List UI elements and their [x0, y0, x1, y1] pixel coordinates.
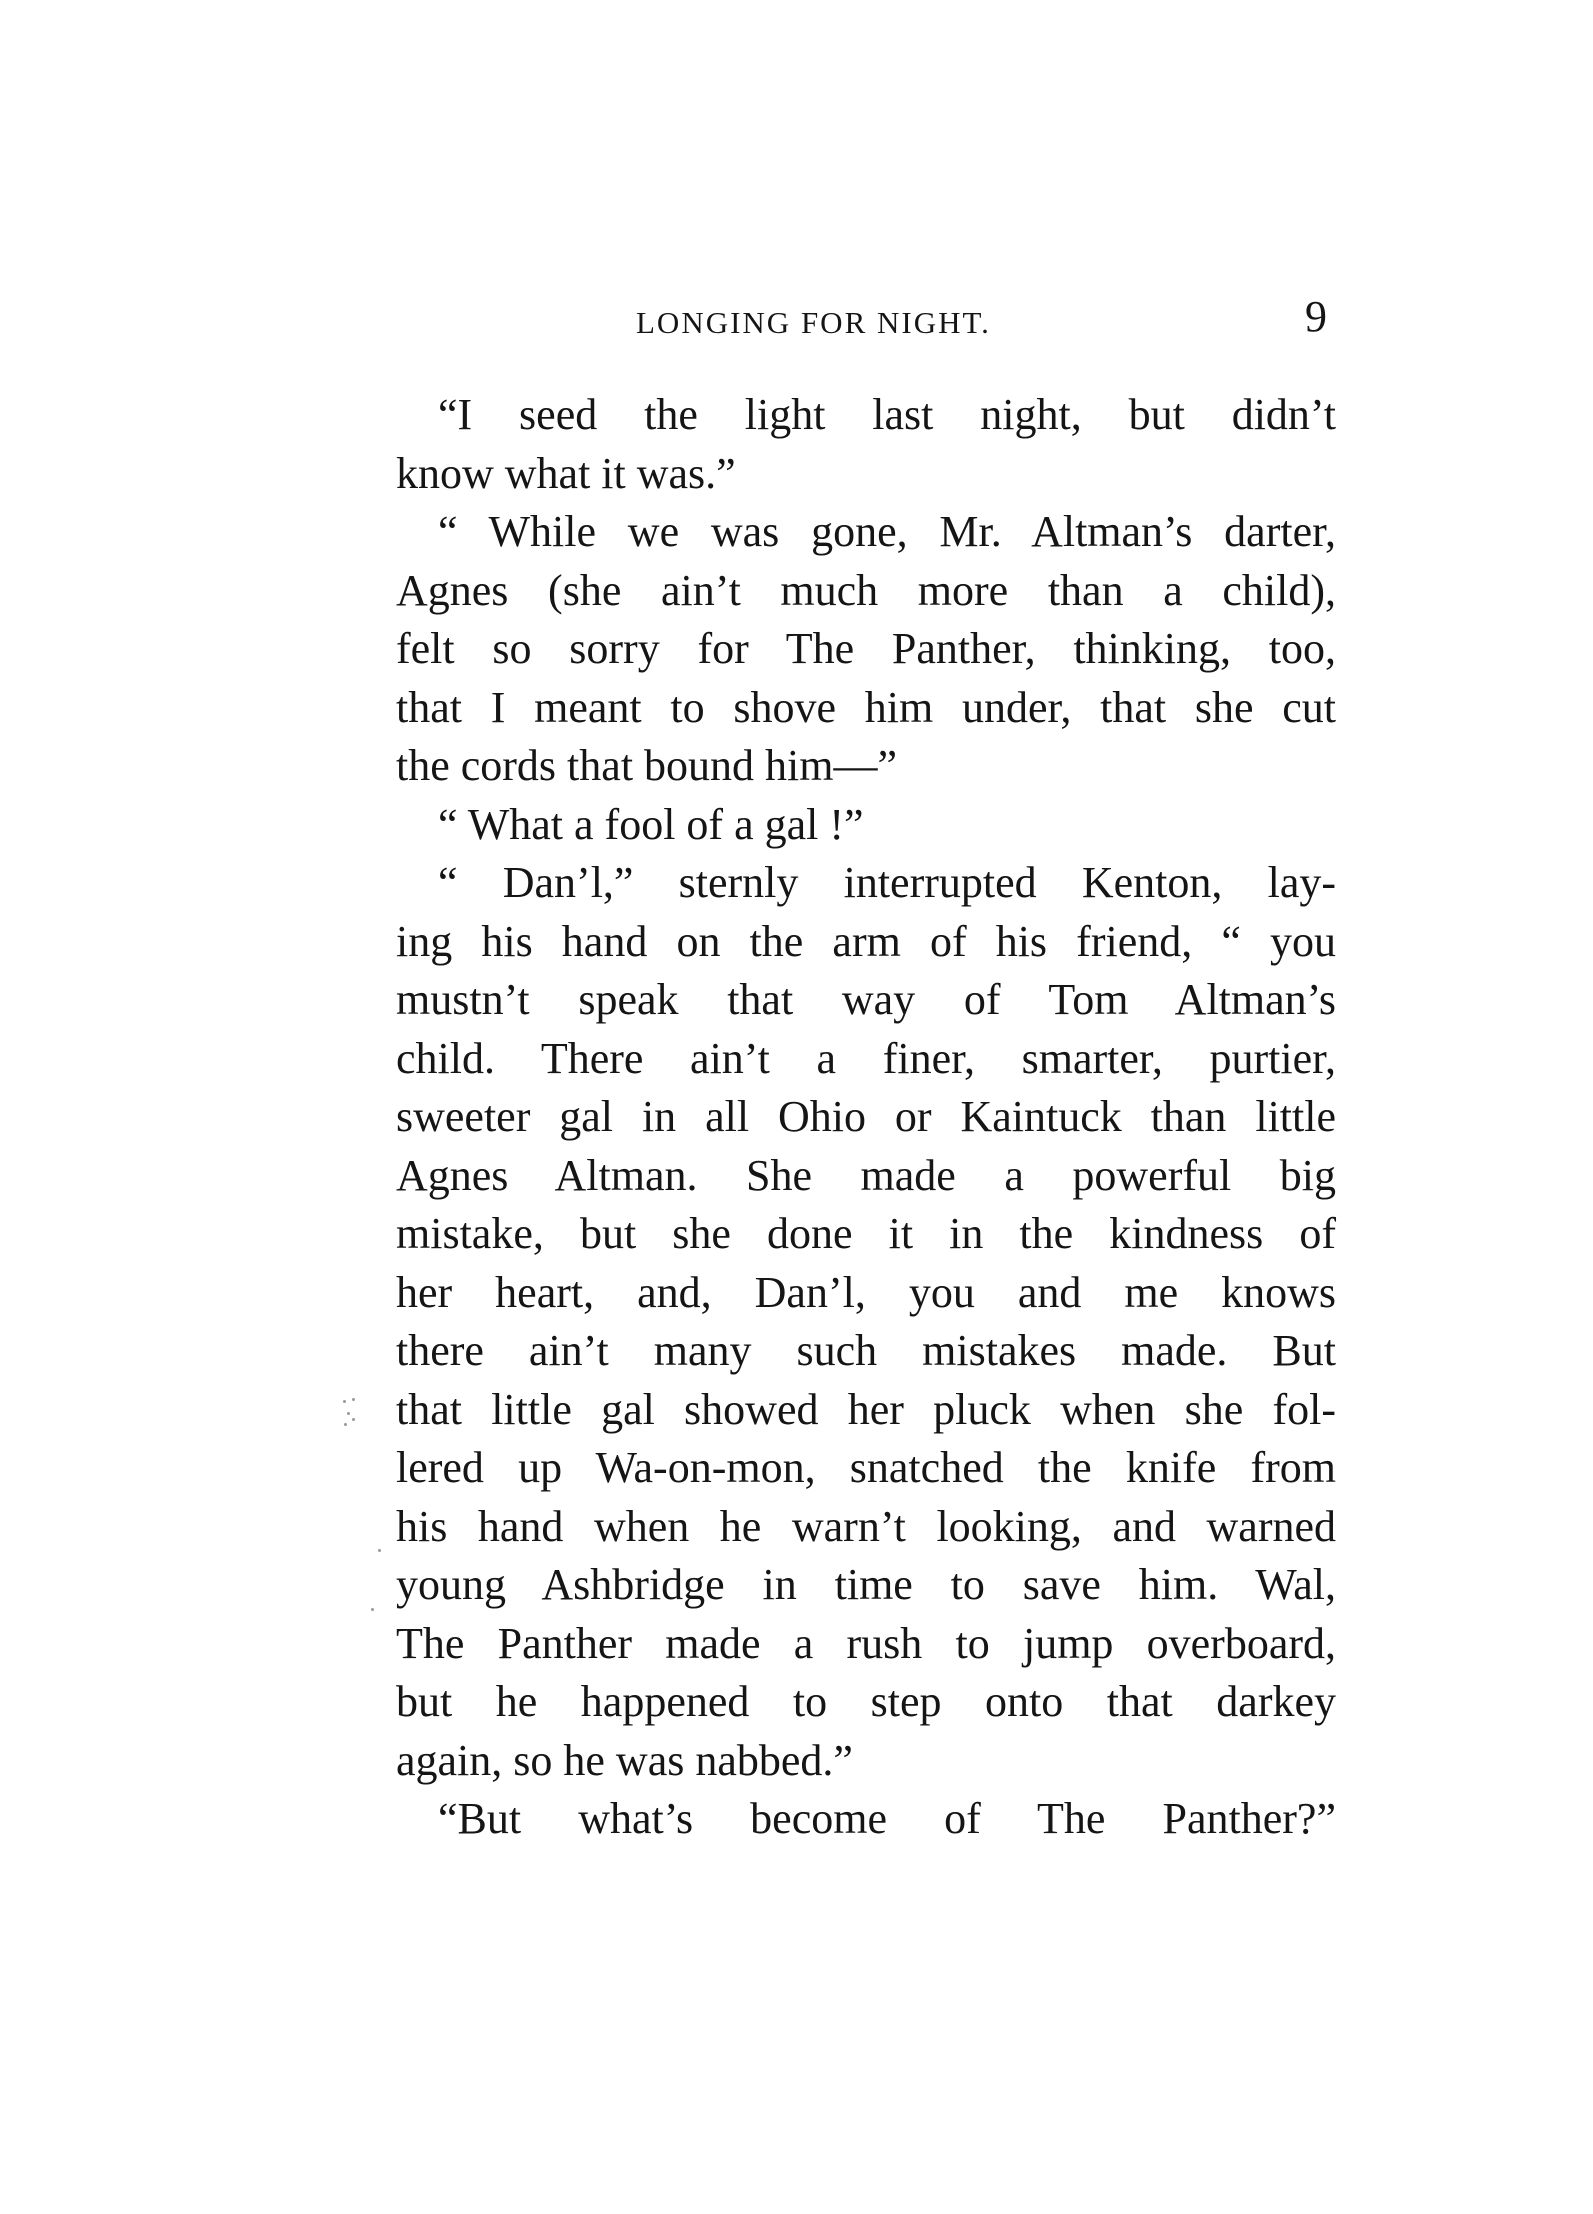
text-line: mistake, but she done it in the kindness of — [396, 1209, 1336, 1258]
text-line: that I meant to shove him under, that she cut — [396, 682, 1336, 732]
text-line: felt so sorry for The Panther, thinking, too, — [396, 624, 1336, 673]
text-line: there ain’t many such mistakes made. But — [396, 1326, 1336, 1375]
scan-speck — [378, 1549, 381, 1552]
text-line: “I seed the light last night, but didn’t — [438, 390, 1336, 439]
scan-speck — [343, 1400, 346, 1403]
text-line: “ Dan’l,” sternly interrupted Kenton, lay- — [438, 858, 1336, 907]
scan-speck — [352, 1418, 355, 1421]
text-line: “ While we was gone, Mr. Altman’s darter, — [438, 507, 1336, 556]
text-line: that little gal showed her pluck when she fol- — [396, 1384, 1336, 1434]
text-line: lered up Wa-on-mon, snatched the knife from — [396, 1443, 1336, 1492]
body-text — [396, 386, 1336, 1849]
text-line: know what it was.” — [396, 448, 736, 498]
text-line: Agnes (she ain’t much more than a child), — [396, 565, 1336, 615]
text-line: Agnes Altman. She made a powerful big — [396, 1150, 1336, 1200]
text-line: ing his hand on the arm of his friend, “ you — [396, 916, 1336, 966]
scan-speck — [347, 1412, 350, 1415]
text-line: The Panther made a rush to jump overboard, — [396, 1618, 1336, 1668]
scan-speck — [344, 1423, 347, 1426]
scan-speck — [371, 1608, 374, 1611]
page-number: 9 — [1305, 292, 1327, 341]
text-line: sweeter gal in all Ohio or Kaintuck than little — [396, 1092, 1336, 1141]
text-line: “ What a fool of a gal !” — [438, 799, 864, 849]
scan-speck — [352, 1398, 355, 1401]
text-line: but he happened to step onto that darkey — [396, 1677, 1336, 1726]
text-line: the cords that bound him—” — [396, 741, 898, 790]
text-line: young Ashbridge in time to save him. Wal, — [396, 1560, 1336, 1609]
text-line: child. There ain’t a finer, smarter, purtier, — [396, 1033, 1336, 1083]
text-line: her heart, and, Dan’l, you and me knows — [396, 1267, 1336, 1317]
text-line: “But what’s become of The Panther?” — [438, 1794, 1336, 1843]
text-line: mustn’t speak that way of Tom Altman’s — [396, 975, 1336, 1024]
text-line: his hand when he warn’t looking, and warned — [396, 1501, 1336, 1551]
running-head: LONGING FOR NIGHT. — [636, 305, 991, 340]
text-line: again, so he was nabbed.” — [396, 1735, 853, 1785]
